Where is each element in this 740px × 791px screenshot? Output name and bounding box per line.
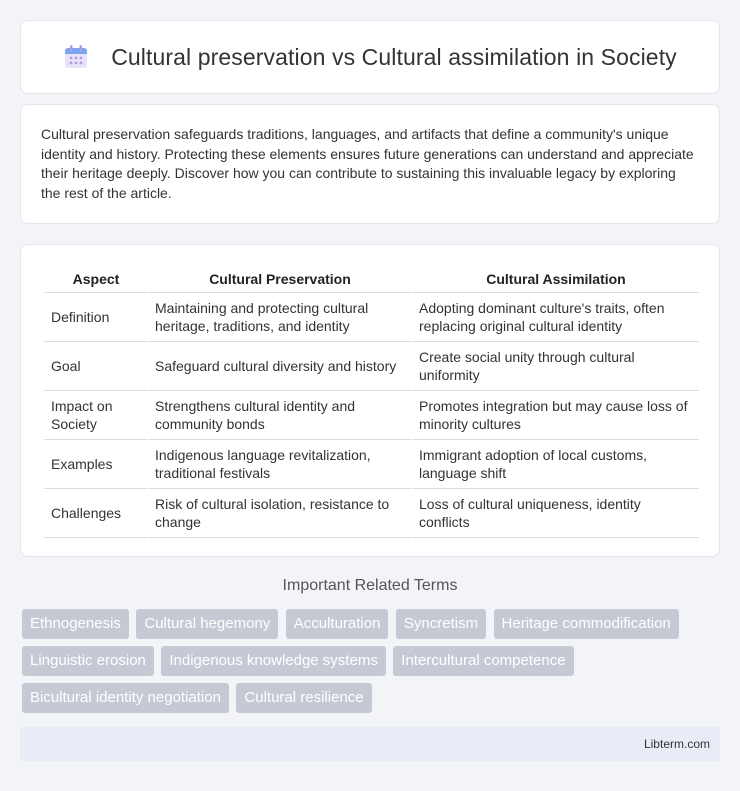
row-preservation: Safeguard cultural diversity and history — [147, 342, 411, 391]
row-assimilation: Loss of cultural uniqueness, identity conflicts — [411, 489, 699, 538]
intro-card — [20, 104, 720, 224]
row-aspect: Challenges — [43, 489, 147, 538]
tag-syncretism[interactable]: Syncretism — [396, 609, 486, 639]
row-aspect: Impact on Society — [43, 391, 147, 440]
header-aspect: Aspect — [43, 265, 147, 293]
tag-acculturation[interactable]: Acculturation — [286, 609, 389, 639]
row-aspect: Examples — [43, 440, 147, 489]
tag-cultural-resilience[interactable]: Cultural resilience — [236, 683, 371, 713]
related-terms-title: Important Related Terms — [282, 577, 458, 594]
page-title: Cultural preservation vs Cultural assimilation in Society — [111, 43, 677, 70]
tag-cultural-hegemony[interactable]: Cultural hegemony — [136, 609, 278, 639]
table-row — [43, 489, 699, 538]
row-assimilation: Promotes integration but may cause loss of minority cultures — [411, 391, 699, 440]
related-terms-list — [22, 609, 722, 720]
tag-linguistic-erosion[interactable]: Linguistic erosion — [22, 646, 154, 676]
table-row — [43, 293, 699, 342]
intro-paragraph: Cultural preservation safeguards traditions, languages, and artifacts that define a community's unique identity and history. Protecting these elements ensures future generations can understand and appreciate their heritage deeply. Discover how you can contribute to sustaining this invaluable legacy by exploring the rest of the article. — [41, 126, 694, 201]
tag-intercultural-competence[interactable]: Intercultural competence — [393, 646, 573, 676]
footer — [20, 727, 720, 761]
comparison-table — [43, 265, 699, 538]
row-assimilation: Adopting dominant culture's traits, often replacing original cultural identity — [411, 293, 699, 342]
footer-brand-link[interactable]: Libterm.com — [643, 737, 710, 751]
header-assimilation: Cultural Assimilation — [411, 265, 699, 293]
tag-ethnogenesis[interactable]: Ethnogenesis — [22, 609, 129, 639]
row-preservation: Strengthens cultural identity and community bonds — [147, 391, 411, 440]
table-row — [43, 342, 699, 391]
row-aspect: Definition — [43, 293, 147, 342]
tag-indigenous-knowledge-systems[interactable]: Indigenous knowledge systems — [161, 646, 385, 676]
row-assimilation: Immigrant adoption of local customs, language shift — [411, 440, 699, 489]
title-card — [20, 20, 720, 94]
tag-bicultural-identity-negotiation[interactable]: Bicultural identity negotiation — [22, 683, 229, 713]
row-aspect: Goal — [43, 342, 147, 391]
table-header-row — [43, 265, 699, 293]
table-row — [43, 391, 699, 440]
calendar-icon — [63, 44, 89, 70]
comparison-card — [20, 244, 720, 557]
row-preservation: Indigenous language revitalization, traditional festivals — [147, 440, 411, 489]
row-assimilation: Create social unity through cultural uniformity — [411, 342, 699, 391]
row-preservation: Risk of cultural isolation, resistance to change — [147, 489, 411, 538]
header-preservation: Cultural Preservation — [147, 265, 411, 293]
row-preservation: Maintaining and protecting cultural heritage, traditions, and identity — [147, 293, 411, 342]
tag-heritage-commodification[interactable]: Heritage commodification — [494, 609, 679, 639]
table-row — [43, 440, 699, 489]
